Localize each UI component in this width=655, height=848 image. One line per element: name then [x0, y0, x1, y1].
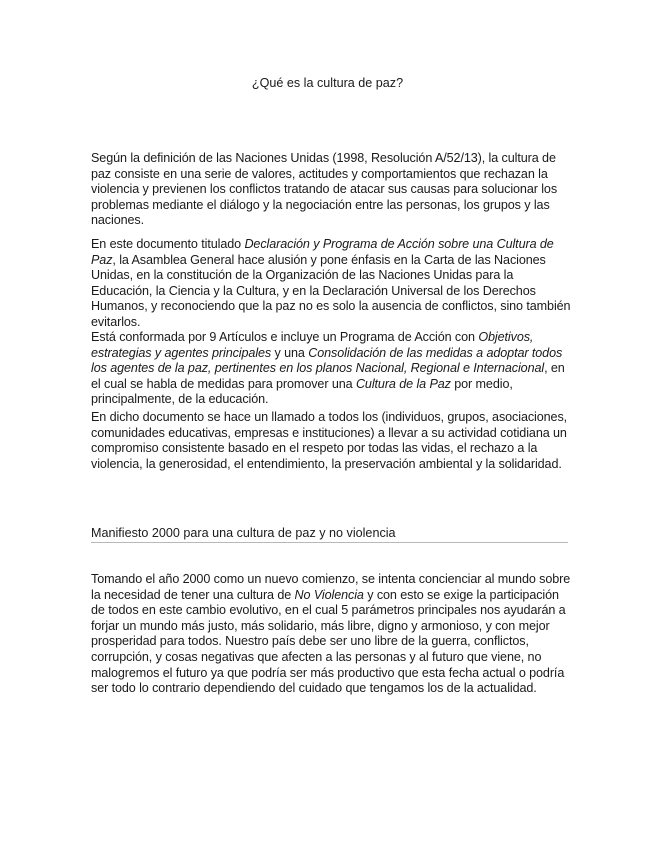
text-run: , en el cual se habla de medidas para promover una — [91, 361, 565, 391]
text-run: Está conformada por 9 Artículos e incluye un Programa de Acción con — [91, 330, 479, 344]
italic-run: No Violencia — [294, 587, 364, 602]
italic-run: Cultura de la Paz — [355, 376, 451, 391]
text-run: por medio, principalmente, de la educación. — [91, 376, 513, 407]
paragraph-articles — [91, 330, 571, 408]
paragraph-call-to-action: En dicho documento se hace un llamado a todos los (individuos, grupos, asociaciones, comunidades educativas, empresas e instituciones) a llevar a su actividad cotidiana un compromiso consistente basado en el respeto por todas las vidas, el rechazo a la violencia, la generosidad, el entendimiento, la preservación ambiental y la solidaridad. — [91, 410, 568, 471]
text-run: , la Asamblea General hace alusión y pone énfasis en la Carta de las Naciones Unidas, en la constitución de la Organización de las Naciones Unidas para la Educación, la Ciencia y la Cultura, y en la Declaración Universal de los Derechos Humanos, y reconociendo que la paz no es solo la ausencia de conflictos, sino también evitarlos. — [91, 252, 571, 329]
italic-run: Objetivos, estrategias y agentes principales — [91, 330, 534, 360]
paragraph-manifiesto — [91, 572, 571, 697]
paragraph-declaration — [91, 237, 571, 331]
paragraph-definition: Según la definición de las Naciones Unidas (1998, Resolución A/52/13), la cultura de paz consiste en una serie de valores, actitudes y comportamientos que rechazan la violencia y previenen los conflictos tratando de atacar sus causas para solucionar los problemas mediante el diálogo y la negociación entre las personas, los grupos y las naciones. — [91, 151, 558, 228]
document-title-italic: Declaración y Programa de Acción sobre una Cultura de Paz — [91, 237, 554, 267]
section-heading-manifiesto: Manifiesto 2000 para una cultura de paz y no violencia — [91, 526, 568, 543]
page-title: ¿Qué es la cultura de paz? — [251, 76, 404, 90]
text-run: Tomando el año 2000 como un nuevo comienzo, se intenta concienciar al mundo sobre la necesidad de tener una cultura de — [91, 572, 571, 602]
text-run: y una — [271, 345, 309, 360]
text-run: y con esto se exige la participación de todos en este cambio evolutivo, en el cual 5 parámetros principales nos ayudarán a forjar un mundo más justo, más solidario, más libre, digno y armonioso, y con mejor prosperidad para todos. Nuestro país debe ser uno libre de la guerra, conflictos, corrupción, y cosas negativas que afecten a las personas y al futuro que viene, no malogremos el futuro ya que podría ser más productivo que esta fecha actual o podría ser todo lo contrario dependiendo del cuidado que tengamos los de la actualidad. — [91, 587, 566, 696]
italic-run: Consolidación de las medidas a adoptar todos los agentes de la paz, pertinentes en los planos Nacional, Regional e Internacional — [91, 345, 563, 376]
text-run: En este documento titulado — [91, 237, 245, 251]
